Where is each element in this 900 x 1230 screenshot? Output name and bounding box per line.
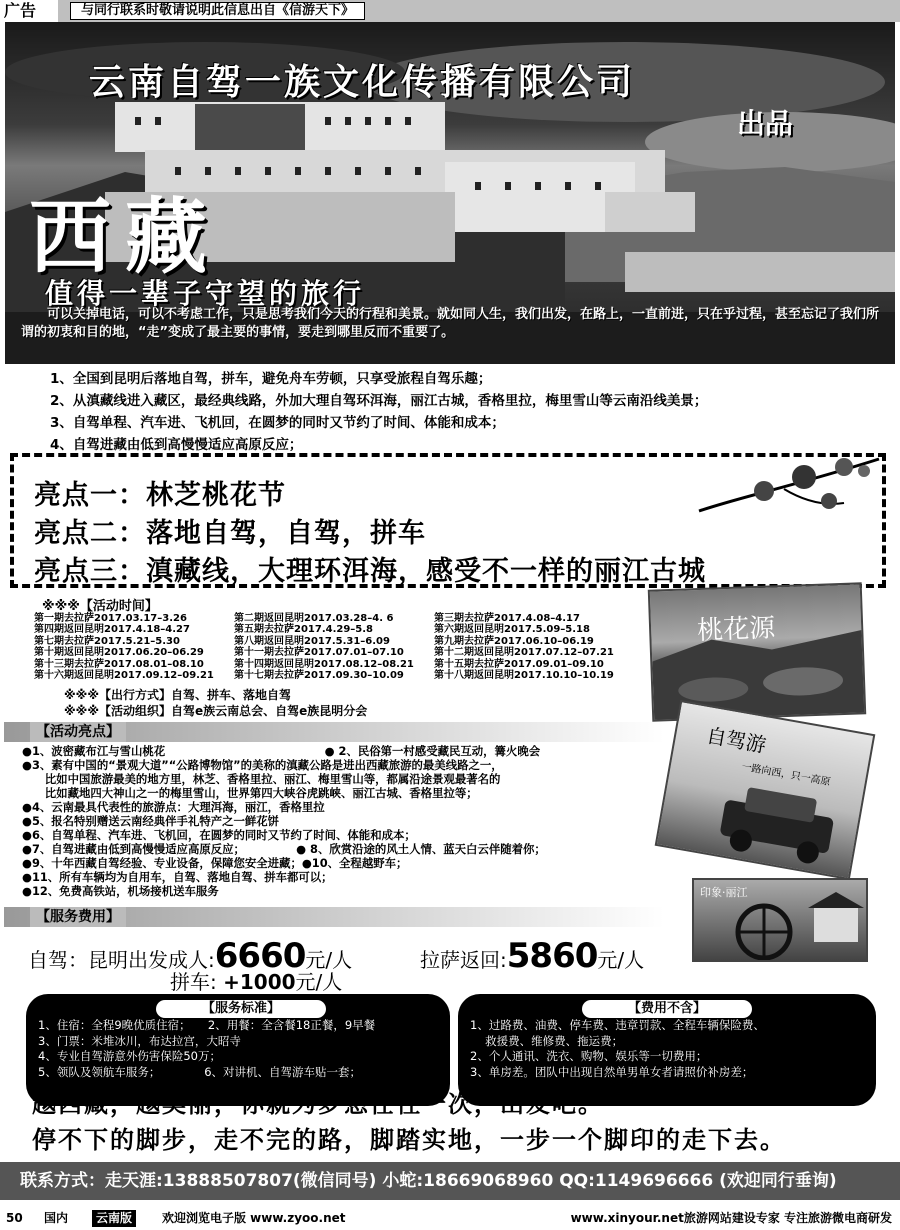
handwritten-line-1: 越西藏，越美丽，你就为梦想任性一次，出发吧。 bbox=[32, 1089, 604, 1118]
price-value: +1000 bbox=[223, 970, 296, 994]
list-item: 1、住宿：全程9晚优质住宿； 2、用餐：全含餐18正餐，9早餐 bbox=[38, 1018, 376, 1032]
produced-by-label: 出品 bbox=[737, 107, 794, 140]
list-item: 4、专业自驾游意外伤害保险50万； bbox=[38, 1049, 221, 1063]
schedule-row bbox=[34, 670, 654, 681]
schedule-row bbox=[34, 647, 654, 658]
peach-blossom-branch-icon bbox=[694, 451, 884, 521]
schedule-row bbox=[34, 613, 654, 624]
schedule-cell: 第十六期返回昆明2017.09.12–09.21 bbox=[34, 670, 214, 682]
schedule-row bbox=[34, 624, 654, 635]
price-label: 自驾：昆明出发成人: bbox=[28, 948, 215, 972]
schedule-cell: 第十四期返回昆明2017.08.12–08.21 bbox=[234, 658, 414, 670]
lijiang-photo bbox=[692, 878, 868, 962]
schedule-cell: 第八期返回昆明2017.5.31–6.09 bbox=[234, 635, 390, 647]
photo-title: 印象·丽江 bbox=[700, 886, 748, 899]
schedule-title: ※※※【活动时间】 bbox=[42, 599, 158, 614]
organizer: ※※※【活动组织】自驾e族云南总会、自驾e族昆明分会 bbox=[64, 704, 368, 718]
activity-highlights-list bbox=[22, 744, 672, 898]
travel-mode: ※※※【出行方式】自驾、拼车、落地自驾 bbox=[64, 688, 291, 702]
list-item: ●5、报名特别赠送云南经典伴手礼特产之一鲜花饼 bbox=[22, 814, 280, 828]
page-footer bbox=[0, 1207, 900, 1230]
ad-tag: 广告 bbox=[0, 0, 58, 22]
schedule-cell: 第九期去拉萨2017.06.10–06.19 bbox=[434, 635, 594, 647]
top-ad-bar bbox=[0, 0, 900, 22]
list-item: 1、过路费、油费、停车费、违章罚款、全程车辆保险费、 bbox=[470, 1018, 765, 1032]
self-drive-photo bbox=[655, 700, 876, 880]
source-notice: 与同行联系时敬请说明此信息出自《信游天下》 bbox=[70, 2, 365, 20]
price-unit: 元/人 bbox=[305, 948, 353, 972]
handwritten-line-2: 停不下的脚步，走不完的路，脚踏实地，一步一个脚印的走下去。 bbox=[32, 1125, 786, 1154]
photo-title: 桃花源 bbox=[696, 613, 776, 647]
schedule-cell: 第十五期去拉萨2017.09.01–09.10 bbox=[434, 658, 604, 670]
list-item: 3、门票：米堆冰川，布达拉宫，大昭寺 bbox=[38, 1033, 241, 1048]
highlight-1: 亮点一：林芝桃花节 bbox=[34, 480, 286, 511]
schedule-cell: 第七期去拉萨2017.5.21–5.30 bbox=[34, 635, 180, 647]
schedule-cell: 第四期返回昆明2017.4.18–4.27 bbox=[34, 624, 190, 636]
list-item: 比如藏地四大神山之一的梅里雪山，世界第四大峡谷虎跳峡、丽江古城、香格里拉等； bbox=[22, 786, 478, 800]
contact-bar: 联系方式：走天涯:13888507807(微信同号) 小蛇:18669068960 QQ:1149696666 (欢迎同行垂询) bbox=[0, 1162, 900, 1200]
feature-point: 4、自驾进藏由低到高慢慢适应高原反应； bbox=[50, 437, 303, 453]
schedule-cell: 第十八期返回昆明2017.10.10–10.19 bbox=[434, 670, 614, 682]
service-fee-title: 【服务费用】 bbox=[30, 907, 126, 927]
list-item: 救援费、维修费、拖运费； bbox=[470, 1033, 624, 1048]
highlights-box bbox=[10, 453, 886, 588]
schedule-cell: 第十二期返回昆明2017.07.12–07.21 bbox=[434, 647, 614, 659]
feature-point: 3、自驾单程、汽车进、飞机回，在圆梦的同时又节约了时间、体能和成本； bbox=[50, 415, 505, 431]
price-label: 拼车: bbox=[170, 970, 217, 994]
schedule-cell: 第二期返回昆明2017.03.28–4. 6 bbox=[234, 613, 394, 624]
list-item: ●12、免费高铁站，机场接机送车服务 bbox=[22, 884, 219, 898]
schedule-cell: 第十一期去拉萨2017.07.01–07.10 bbox=[234, 647, 404, 659]
slogan: 值得一辈子守望的旅行 bbox=[45, 277, 366, 310]
feature-point: 1、全国到昆明后落地自驾，拼车，避免舟车劳顿，只享受旅程自驾乐趣； bbox=[50, 371, 492, 387]
panel-body bbox=[470, 1018, 765, 1080]
schedule-cell: 第六期返回昆明2017.5.09–5.18 bbox=[434, 624, 590, 636]
list-item: 3、单房差。团队中出现自然单男单女者请照价补房差； bbox=[470, 1064, 754, 1079]
page-title: 西藏 bbox=[29, 189, 222, 285]
price-value: 6660 bbox=[214, 936, 306, 976]
list-item: 比如中国旅游最美的地方里，林芝、香格里拉、丽江、梅里雪山等，都属沿途景观最著名的 bbox=[22, 772, 501, 786]
footer-right-text: www.xinyour.net旅游网站建设专家 专注旅游微电商研发 bbox=[570, 1211, 892, 1225]
panel-heading: 【服务标准】 bbox=[156, 1000, 326, 1018]
price-value: 5860 bbox=[506, 936, 598, 976]
price-unit: 元/人 bbox=[597, 948, 645, 972]
list-item: ●1、波密藏布江与雪山桃花 ● 2、民俗第一村感受藏民互动，篝火晚会 bbox=[22, 744, 541, 758]
schedule-cell: 第三期去拉萨2017.4.08–4.17 bbox=[434, 613, 580, 624]
schedule-cell: 第十三期去拉萨2017.08.01–08.10 bbox=[34, 658, 204, 670]
schedule-cell: 第十七期去拉萨2017.09.30–10.09 bbox=[234, 670, 404, 682]
hero-banner bbox=[5, 22, 895, 364]
photo-title: 自驾游 bbox=[704, 723, 768, 758]
panel-heading: 【费用不含】 bbox=[582, 1000, 752, 1018]
company-name: 云南自驾一族文化传播有限公司 bbox=[89, 62, 636, 103]
intro-paragraph: 可以关掉电话，可以不考虑工作，只是思考我们今天的行程和美景。就如同人生，我们出发，在路上，一直前进，只在乎过程，甚至忘记了我们所谓的初衷和目的地，“走”变成了最主要的事情，要走到哪里反而不重要了。 bbox=[21, 307, 880, 340]
list-item: ●6、自驾单程、汽车进、飞机回，在圆梦的同时又节约了时间、体能和成本； bbox=[22, 828, 416, 842]
list-item: ●7、自驾进藏由低到高慢慢适应高原反应； ● 8、欣赏沿途的风土人情、蓝天白云伴随着你； bbox=[22, 842, 546, 856]
panel-body bbox=[38, 1018, 375, 1080]
price-unit: 元/人 bbox=[295, 970, 343, 994]
activity-highlights-title: 【活动亮点】 bbox=[30, 722, 126, 742]
list-item: ●3、素有中国的“景观大道”“公路博物馆”的美称的滇藏公路是进出西藏旅游的最美线路之一， bbox=[22, 758, 503, 772]
edition-badge: 云南版 bbox=[92, 1210, 136, 1227]
schedule-table bbox=[34, 613, 654, 681]
list-item: ●9、十年西藏自驾经验、专业设备，保障您安全进藏；●10、全程越野车； bbox=[22, 856, 408, 870]
schedule-cell: 第十期返回昆明2017.06.20–06.29 bbox=[34, 647, 204, 659]
feature-points bbox=[50, 368, 707, 456]
highlight-3: 亮点三：滇藏线，大理环洱海，感受不一样的丽江古城 bbox=[34, 556, 706, 587]
list-item: ●11、所有车辆均为自用车，自驾、落地自驾、拼车都可以； bbox=[22, 870, 333, 884]
footer-section: 国内 bbox=[44, 1211, 69, 1225]
suv-car-icon bbox=[656, 702, 875, 880]
schedule-row bbox=[34, 659, 654, 670]
photo-caption: 一路向西，只一高原 bbox=[740, 761, 832, 789]
price-label: 拉萨返回: bbox=[420, 948, 507, 972]
page-number: 50 bbox=[6, 1211, 23, 1225]
feature-point: 2、从滇藏线进入藏区，最经典线路，外加大理自驾环洱海，丽江古城，香格里拉，梅里雪山等云南沿线美景； bbox=[50, 393, 708, 409]
schedule-row bbox=[34, 636, 654, 647]
list-item: 5、领队及领航车服务； 6、对讲机、自驾游车贴一套； bbox=[38, 1064, 362, 1079]
highlight-2: 亮点二：落地自驾，自驾，拼车 bbox=[34, 518, 426, 549]
carpool-price bbox=[170, 966, 342, 995]
list-item: 2、个人通讯、洗衣、购物、娱乐等一切费用； bbox=[470, 1049, 708, 1063]
list-item: ●4、云南最具代表性的旅游点：大理洱海，丽江，香格里拉 bbox=[22, 800, 325, 814]
lhasa-return-price bbox=[420, 936, 644, 976]
footer-left-text: 欢迎浏览电子版 www.zyoo.net bbox=[162, 1211, 346, 1225]
schedule-cell: 第一期去拉萨2017.03.17–3.26 bbox=[34, 613, 187, 624]
schedule-cell: 第五期去拉萨2017.4.29–5.8 bbox=[234, 624, 374, 636]
